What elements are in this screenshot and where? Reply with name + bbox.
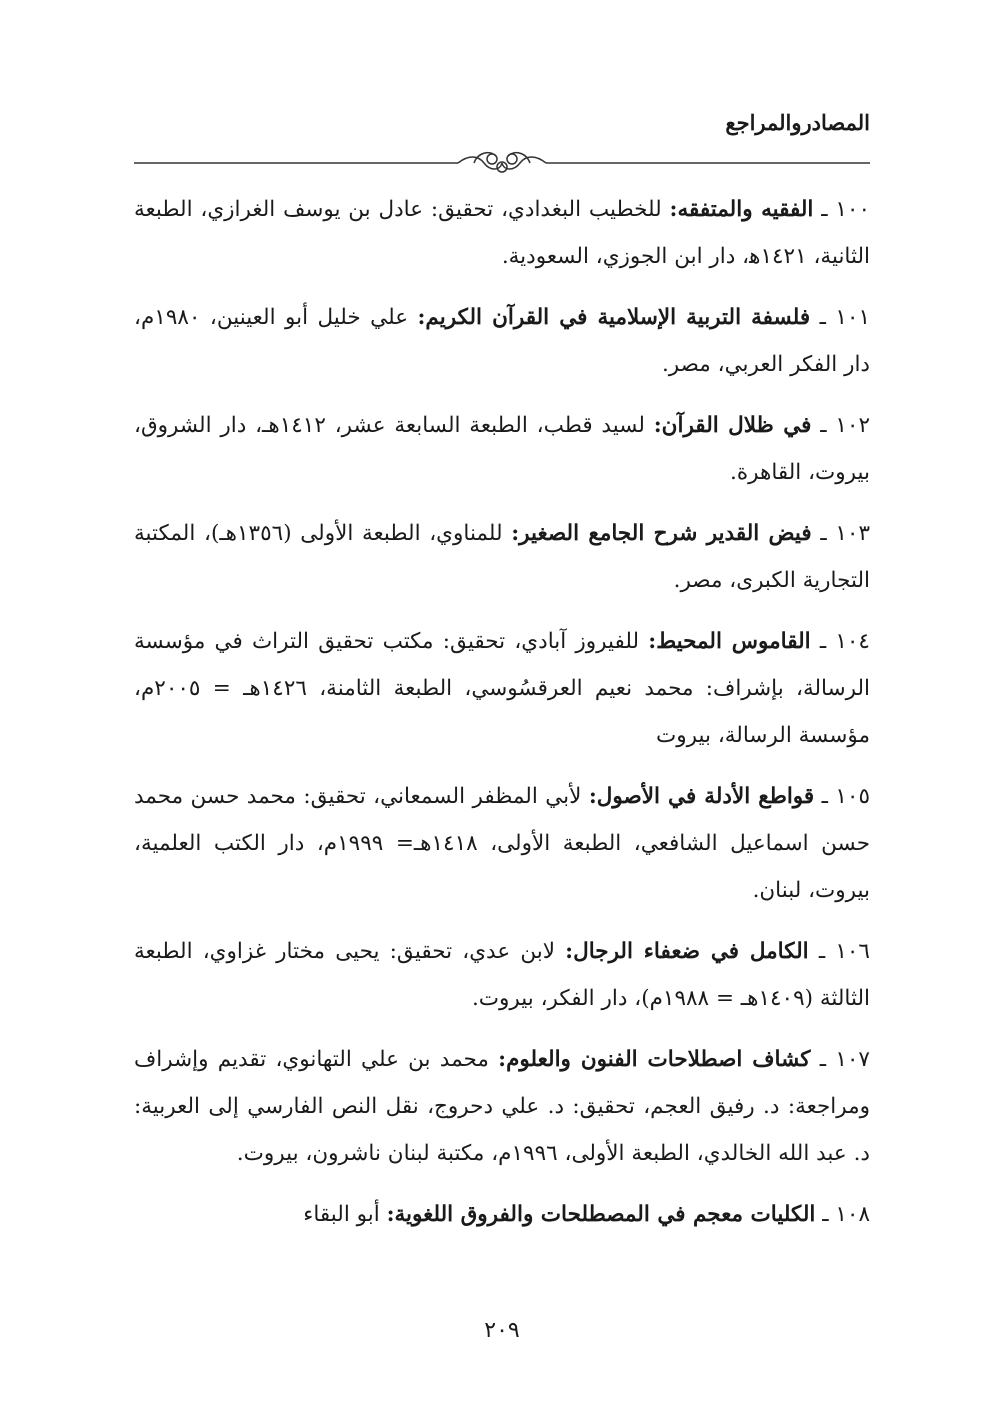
bibliography-entry: [134, 1036, 870, 1177]
entry-details: أبو البقاء: [303, 1202, 380, 1227]
running-header-title: المصادروالمراجع: [725, 110, 870, 135]
entry-number: ١٠٦ ـ: [818, 939, 870, 964]
entry-number: ١٠٣ ـ: [820, 521, 870, 546]
entry-number: ١٠٥ ـ: [821, 784, 870, 809]
entry-number: ١٠٢ ـ: [820, 413, 870, 438]
page-number: ٢٠٩: [484, 1318, 520, 1343]
entry-number: ١٠٠ ـ: [821, 197, 870, 222]
entry-title: الفقيه والمتفقه:: [669, 197, 814, 222]
entry-title: في ظلال القرآن:: [653, 413, 812, 438]
entry-details: للفيروز آبادي، تحقيق: مكتب تحقيق التراث في مؤسسة الرسالة، بإشراف: محمد نعيم العرقسُوسي، الطبعة الثامنة، ١٤٢٦هـ = ٢٠٠٥م، مؤسسة الرسالة، بيروت: [134, 629, 870, 748]
entry-title: كشاف اصطلاحات الفنون والعلوم:: [498, 1047, 811, 1072]
entry-number: ١٠٨ ـ: [822, 1202, 870, 1227]
bibliography-entry: [134, 294, 870, 388]
bibliography-list: [134, 186, 870, 1252]
bibliography-entry: [134, 1191, 870, 1238]
entry-title: فيض القدير شرح الجامع الصغير:: [511, 521, 812, 546]
entry-details: لابن عدي، تحقيق: يحيى مختار غزاوي، الطبعة الثالثة (١٤٠٩هـ = ١٩٨٨م)، دار الفكر، بيروت.: [134, 939, 870, 1011]
entry-details: علي خليل أبو العينين، ١٩٨٠م، دار الفكر العربي، مصر.: [134, 305, 870, 377]
bibliography-entry: [134, 402, 870, 496]
entry-details: للمناوي، الطبعة الأولى (١٣٥٦هـ)، المكتبة التجارية الكبرى، مصر.: [134, 521, 870, 593]
entry-title: الكامل في ضعفاء الرجال:: [565, 939, 809, 964]
bibliography-entry: [134, 618, 870, 759]
bibliography-entry: [134, 928, 870, 1022]
entry-details: محمد بن علي التهانوي، تقديم وإشراف ومراجعة: د. رفيق العجم، تحقيق: د. علي دحروج، نقل النص الفارسي إلى العربية: د. عبد الله الخالدي، الطبعة الأولى، ١٩٩٦م، مكتبة لبنان ناشرون، بيروت.: [134, 1047, 870, 1166]
entry-details: للخطيب البغدادي، تحقيق: عادل بن يوسف الغرازي، الطبعة الثانية، ١٤٢١ﻫ، دار ابن الجوزي، السعودية.: [134, 197, 870, 269]
entry-number: ١٠٧ ـ: [819, 1047, 870, 1072]
ornamental-divider: [134, 150, 870, 176]
bibliography-entry: [134, 510, 870, 604]
entry-title: قواطع الأدلة في الأصول:: [588, 784, 815, 809]
entry-number: ١٠١ ـ: [819, 305, 870, 330]
bibliography-entry: [134, 773, 870, 914]
entry-title: القاموس المحيط:: [648, 629, 811, 654]
entry-title: الكليات معجم في المصطلحات والفروق اللغوية:: [386, 1202, 816, 1227]
entry-title: فلسفة التربية الإسلامية في القرآن الكريم:: [417, 305, 811, 330]
entry-details: لسيد قطب، الطبعة السابعة عشر، ١٤١٢هـ، دار الشروق، بيروت، القاهرة.: [134, 413, 870, 485]
entry-number: ١٠٤ ـ: [819, 629, 870, 654]
bibliography-entry: [134, 186, 870, 280]
entry-details: لأبي المظفر السمعاني، تحقيق: محمد حسن محمد حسن اسماعيل الشافعي، الطبعة الأولى، ١٤١٨هـ= ١٩٩٩م، دار الكتب العلمية، بيروت، لبنان.: [134, 784, 870, 903]
